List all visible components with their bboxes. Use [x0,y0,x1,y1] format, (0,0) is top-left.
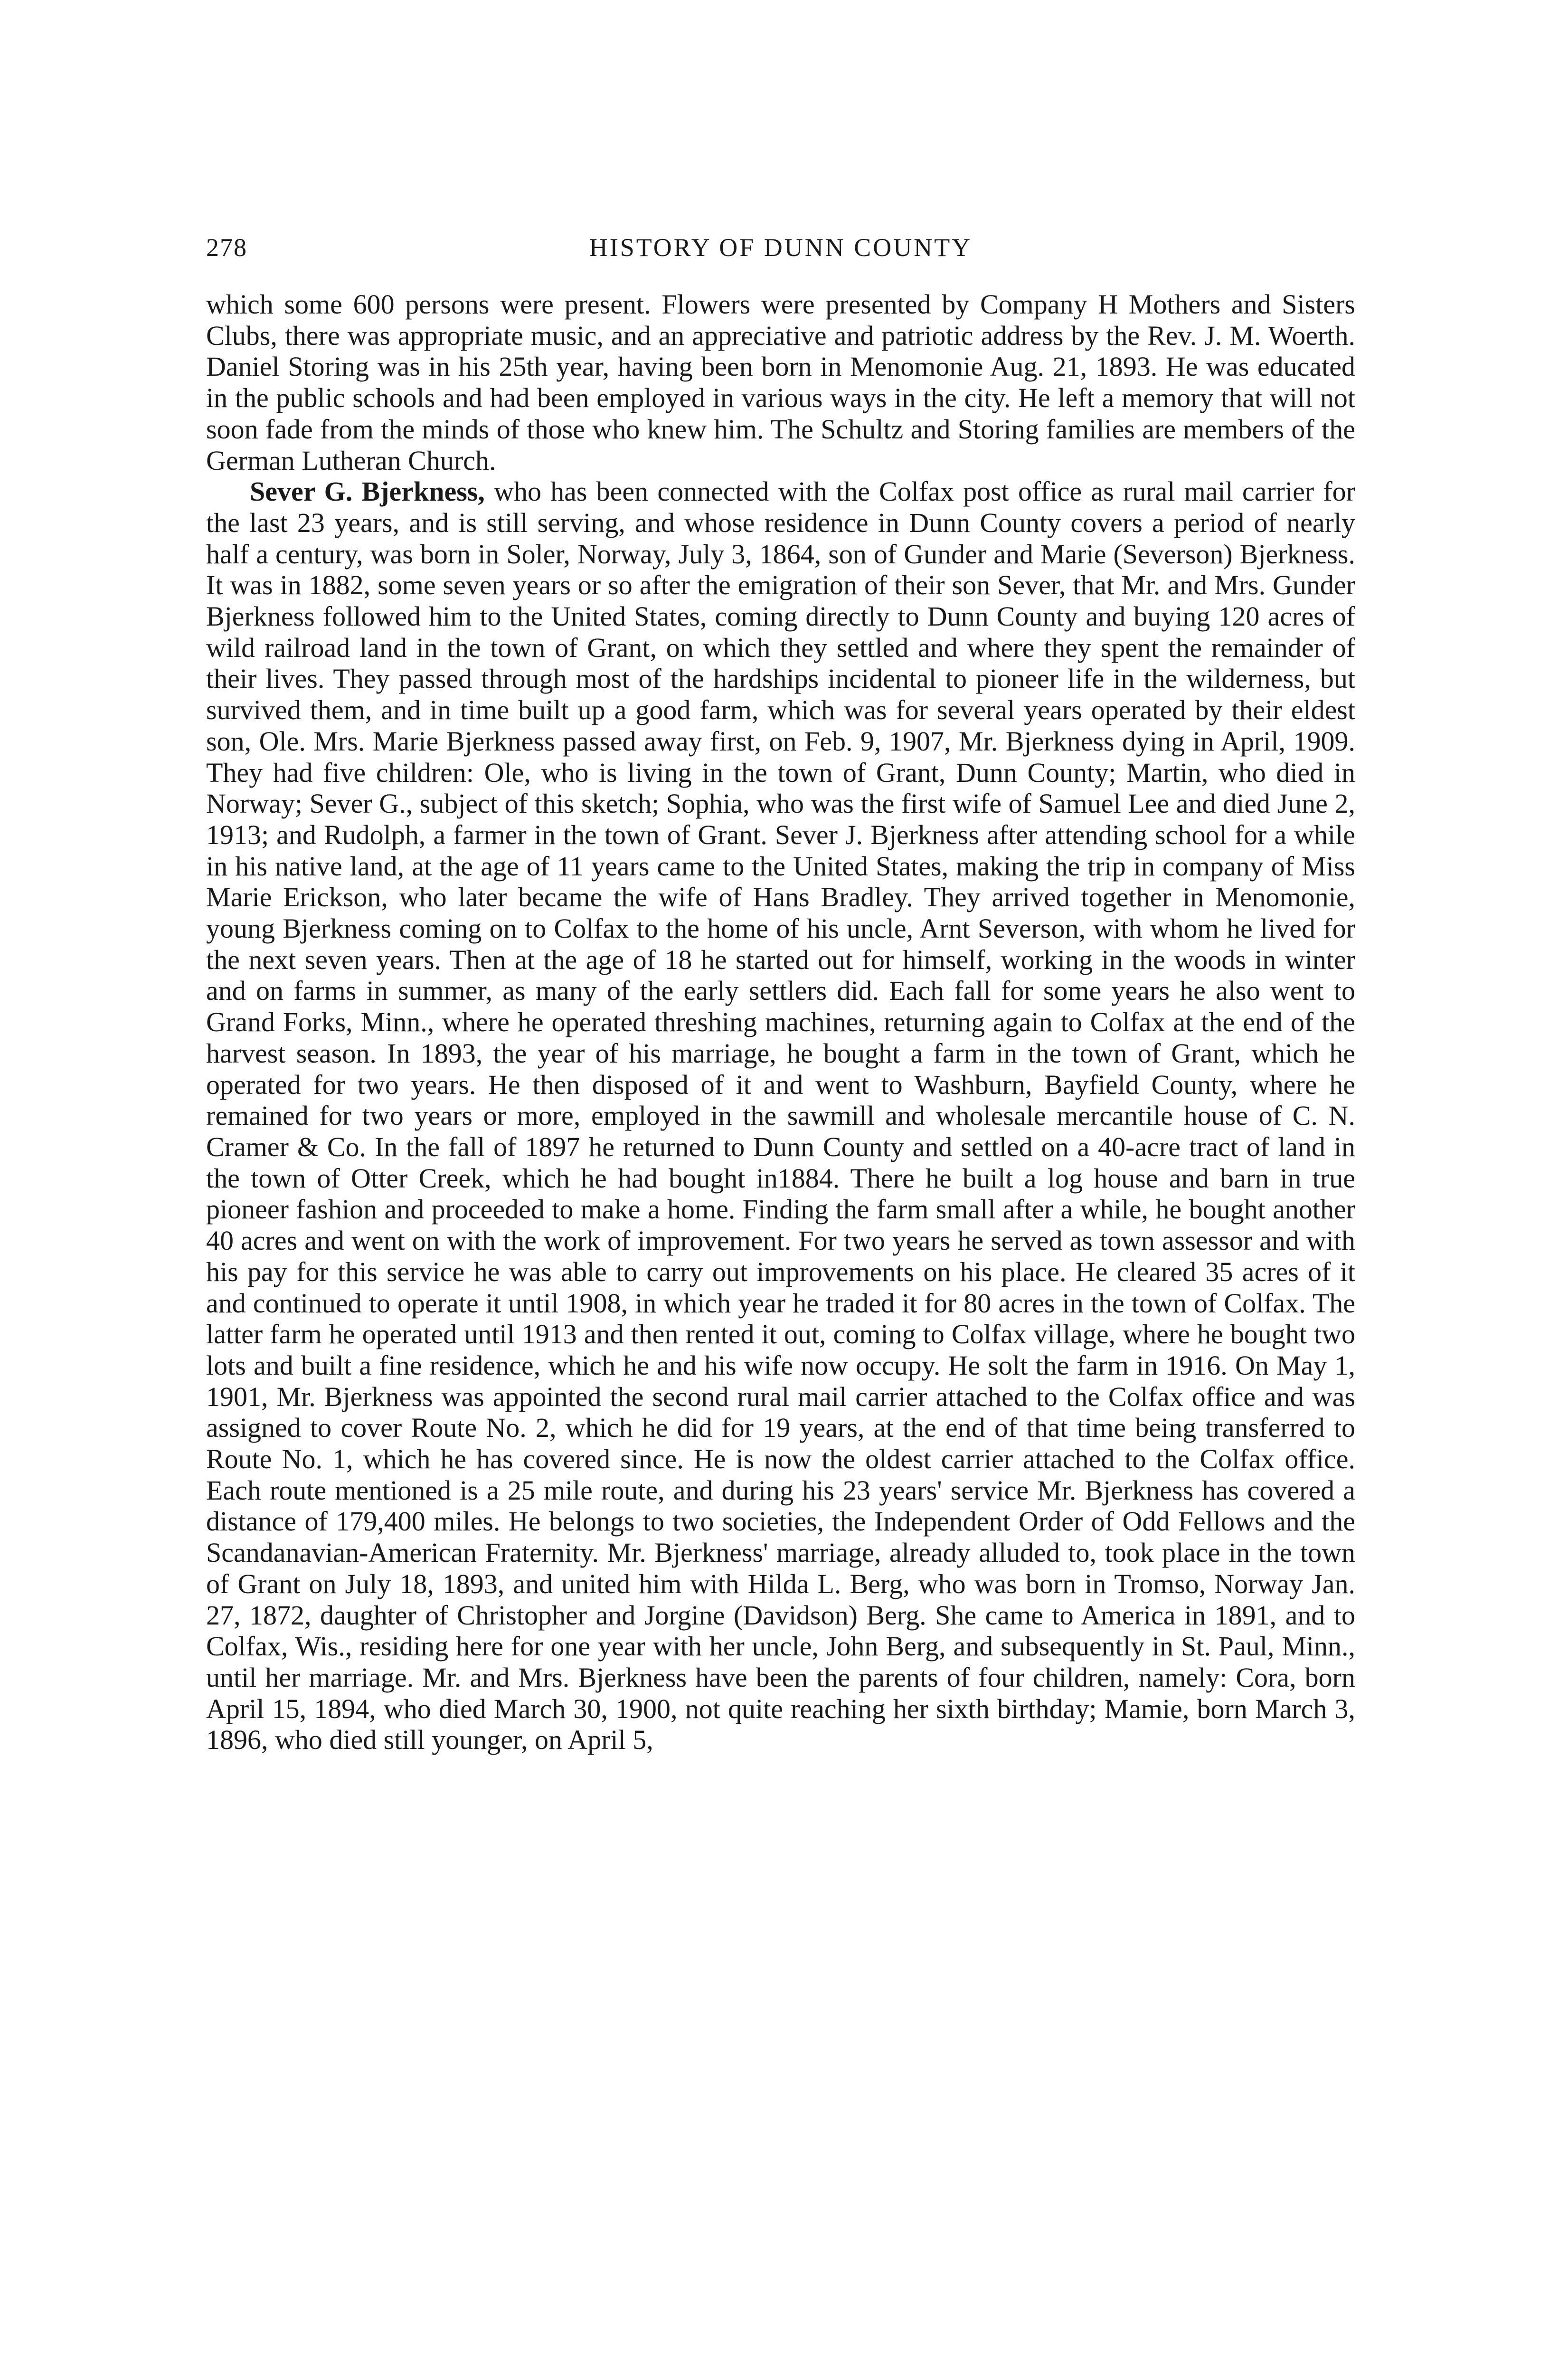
paragraph-text: who has been connected with the Colfax post office as rural mail carrier for the last 23 years, and is still serving, and whose residence in Dunn County covers a period of nearly half a century, was born in Soler, Norway, July 3, 1864, son of Gunder and Marie (Severson) Bjerkness. It was in 1882, some seven years or so after the emigration of their son Sever, that Mr. and Mrs. Gunder Bjerkness followed him to the United States, coming directly to Dunn County and buying 120 acres of wild railroad land in the town of Grant, on which they settled and where they spent the remainder of their lives. They passed through most of the hardships incidental to pioneer life in the wilderness, but survived them, and in time built up a good farm, which was for several years operated by their eldest son, Ole. Mrs. Marie Bjerkness passed away first, on Feb. 9, 1907, Mr. Bjerkness dying in April, 1909. They had five children: Ole, who is living in the town of Grant, Dunn County; Martin, who died in Norway; Sever G., subject of this sketch; Sophia, who was the first wife of Samuel Lee and died June 2, 1913; and Rudolph, a farmer in the town of Grant. Sever J. Bjerkness after attending school for a while in his native land, at the age of 11 years came to the United States, making the trip in company of Miss Marie Erickson, who later became the wife of Hans Bradley. They arrived together in Menomonie, young Bjerkness coming on to Colfax to the home of his uncle, Arnt Severson, with whom he lived for the next seven years. Then at the age of 18 he started out for himself, working in the woods in winter and on farms in summer, as many of the early settlers did. Each fall for some years he also went to Grand Forks, Minn., where he operated threshing machines, returning again to Colfax at the end of the harvest season. In 1893, the year of his marriage, he bought a farm in the town of Grant, which he operated for two years. He then disposed of it and went to Washburn, Bayfield County, where he remained for two years or more, employed in the sawmill and wholesale mercantile house of C. N. Cramer & Co. In the fall of 1897 he returned to Dunn County and settled on a 40-acre tract of land in the town of Otter Creek, which he had bought in1884. There he built a log house and barn in true pioneer fashion and proceeded to make a home. Finding the farm small after a while, he bought another 40 acres and went on with the work of improvement. For two years he served as town assessor and with his pay for this service he was able to carry out improvements on his place. He cleared 35 acres of it and continued to operate it until 1908, in which year he traded it for 80 acres in the town of Colfax. The latter farm he operated until 1913 and then rented it out, coming to Colfax village, where he bought two lots and built a fine residence, which he and his wife now occupy. He solt the farm in 1916. On May 1, 1901, Mr. Bjerkness was appointed the second rural mail carrier attached to the Colfax office and was assigned to cover Route No. 2, which he did for 19 years, at the end of that time being transferred to Route No. 1, which he has covered since. He is now the oldest carrier attached to the Colfax office. Each route mentioned is a 25 mile route, and during his 23 years' service Mr. Bjerkness has covered a distance of 179,400 miles. He belongs to two societies, the Independent Order of Odd Fellows and the Scandanavian-American Fraternity. Mr. Bjerkness' marriage, already alluded to, took place in the town of Grant on July 18, 1893, and united him with Hilda L. Berg, who was born in Tromso, Norway Jan. 27, 1872, daughter of Christopher and Jorgine (Davidson) Berg. She came to America in 1891, and to Colfax, Wis., residing here for one year with her uncle, John Berg, and subsequently in St. Paul, Minn., until her marriage. Mr. and Mrs. Bjerkness have been the parents of four children, namely: Cora, born April 15, 1894, who died March 30, 1900, not quite reaching her sixth birthday; Mamie, born March 3, 1896, who died still younger, on April 5, [206,476,1355,1756]
running-header [206,233,1355,266]
page-number: 278 [206,233,247,262]
body-text [206,289,1355,1756]
subject-name: Sever G. Bjerkness, [250,476,485,507]
document-page [206,233,1355,1756]
paragraph-continuation [206,289,1355,476]
running-title: HISTORY OF DUNN COUNTY [589,233,973,262]
paragraph-bjerkness-biography [206,476,1355,1756]
paragraph-text: which some 600 persons were present. Flowers were presented by Company H Mothers and Sisters Clubs, there was appropriate music, and an appreciative and patriotic address by the Rev. J. M. Woerth. Daniel Storing was in his 25th year, having been born in Menomonie Aug. 21, 1893. He was educated in the public schools and had been employed in various ways in the city. He left a memory that will not soon fade from the minds of those who knew him. The Schultz and Storing families are members of the German Lutheran Church. [206,289,1355,476]
